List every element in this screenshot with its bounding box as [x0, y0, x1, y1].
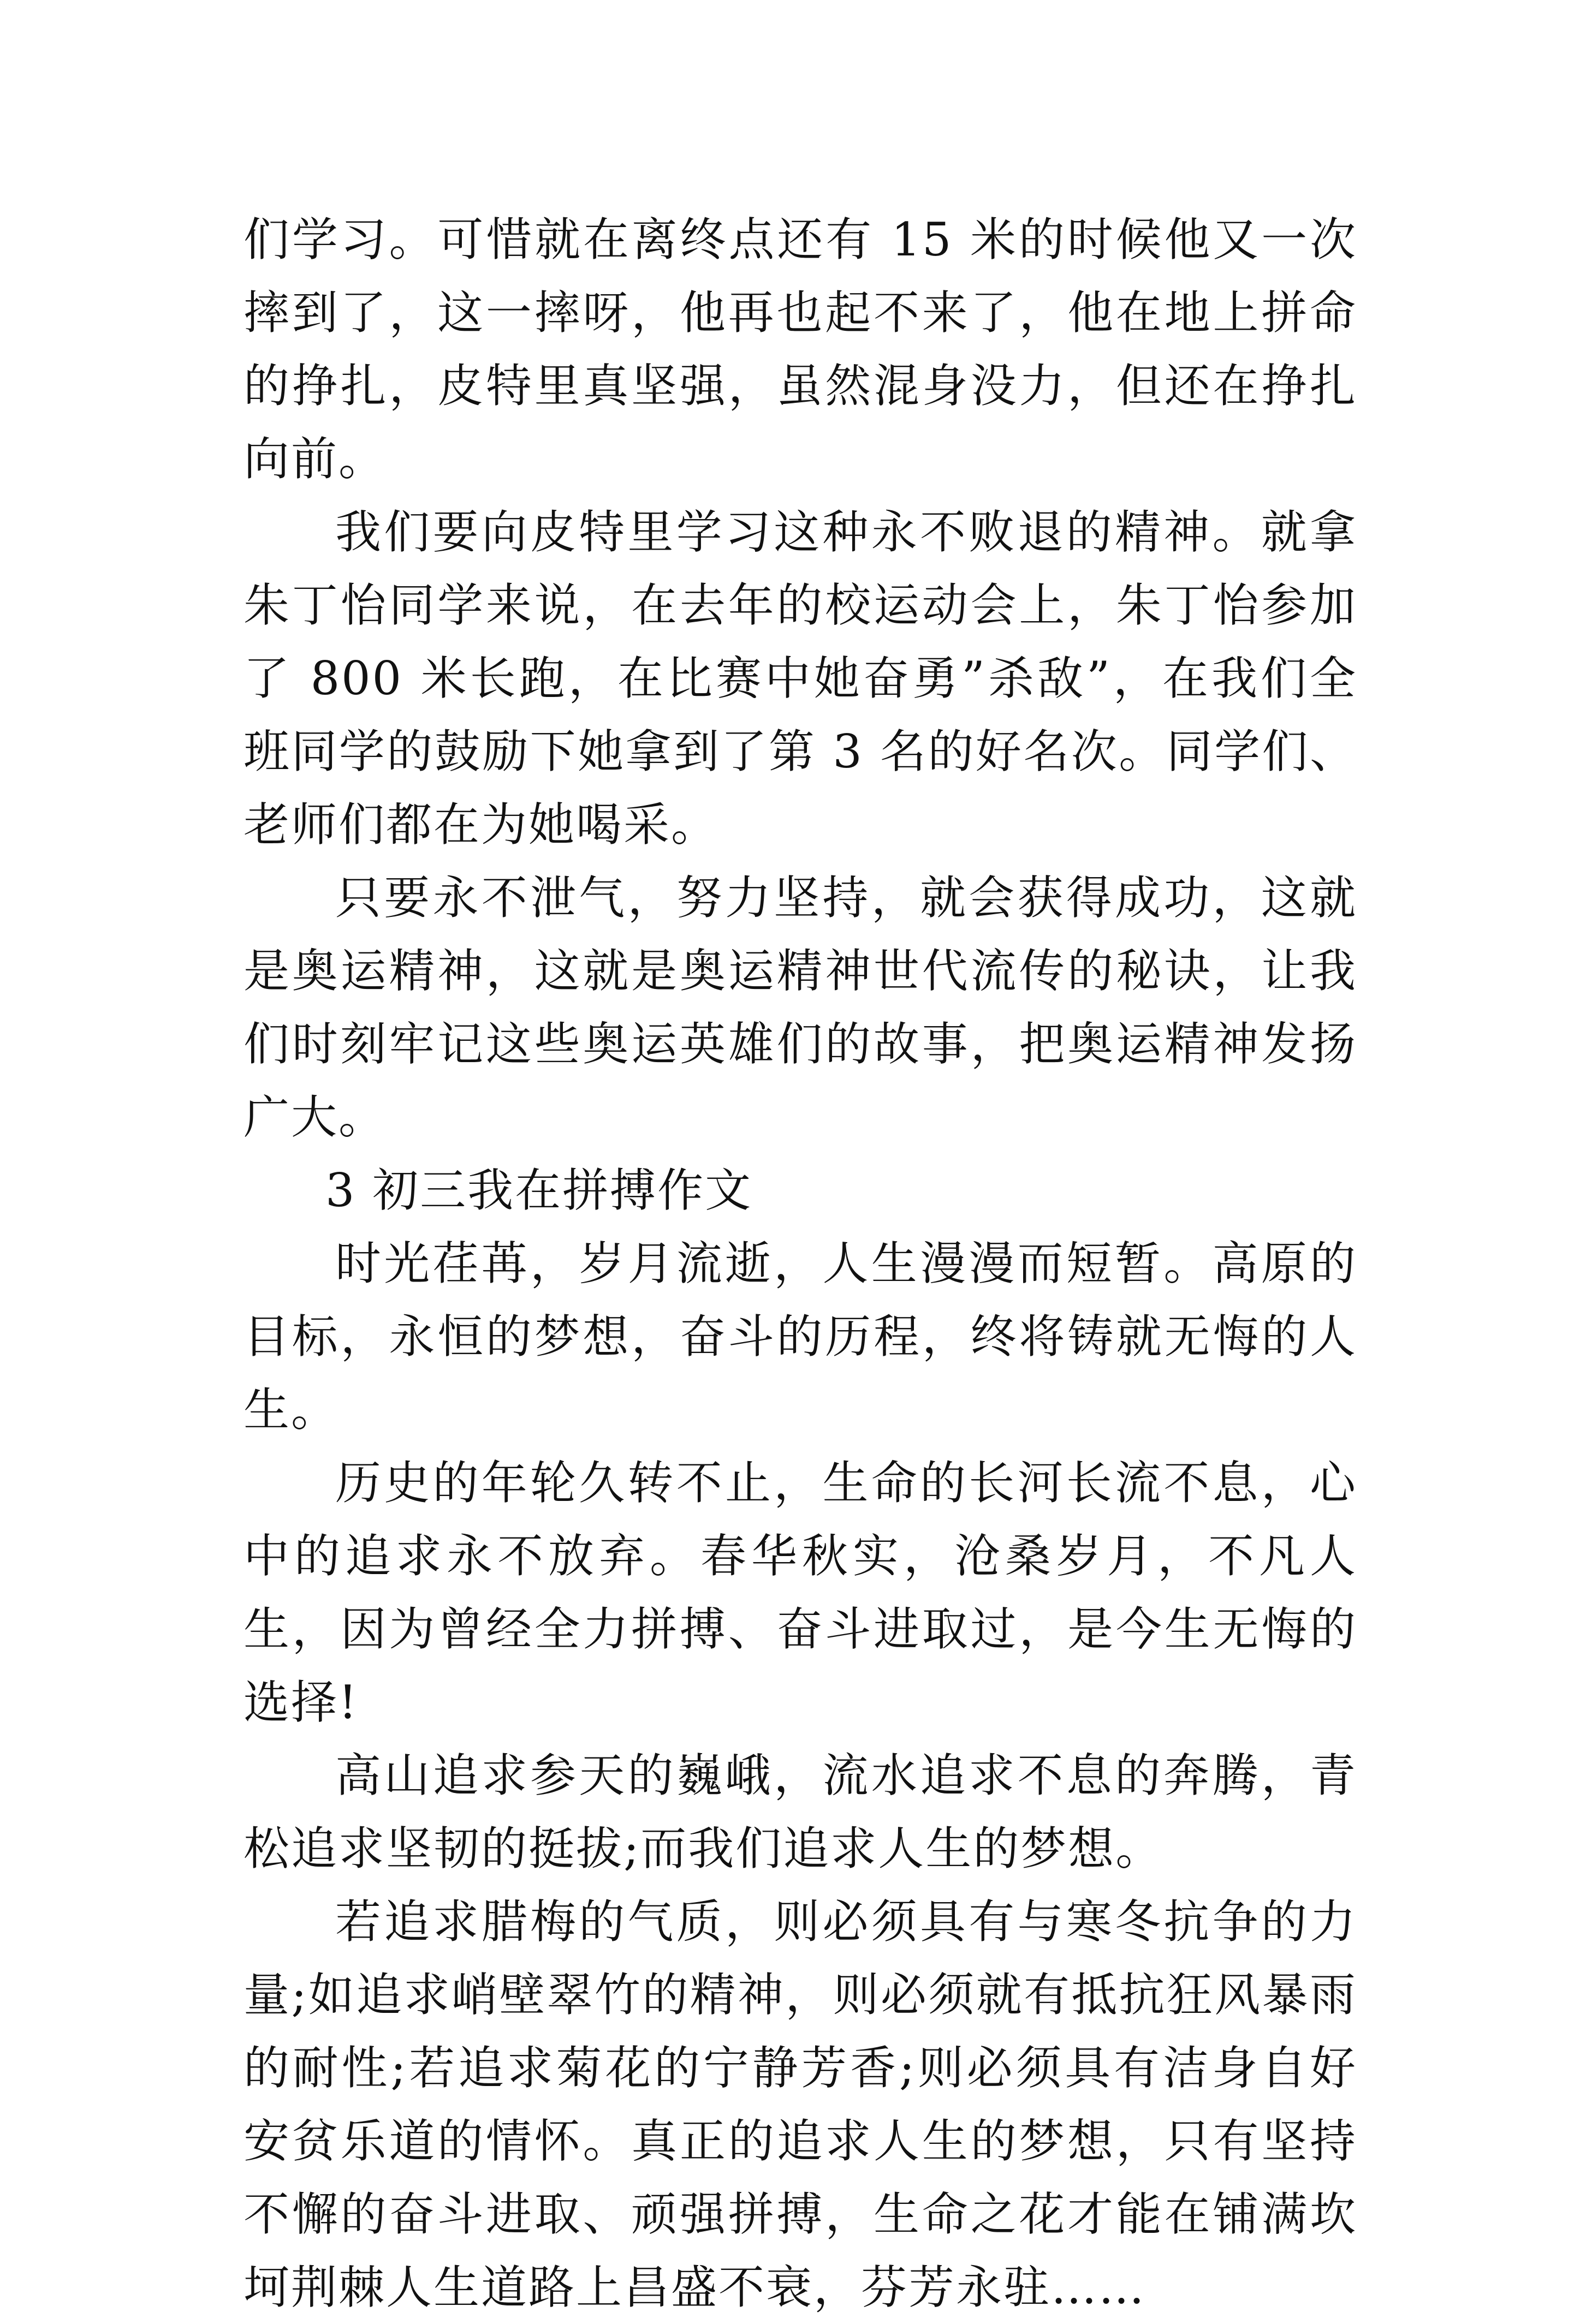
paragraph-pursuit: 若追求腊梅的气质，则必须具有与寒冬抗争的力量;如追求峭壁翠竹的精神，则必须就有抵抗狂风暴雨的耐性;若追求菊花的宁静芳香;则必须具有洁身自好安贫乐道的情怀。真正的追求人生的梦想，只有坚持不懈的奋斗进取、顽强拼搏，生命之花才能在铺满坎坷荆棘人生道路上昌盛不衰，芬芳永驻……	[243, 1895, 1357, 2314]
paragraph-olympic-spirit: 只要永不泄气，努力坚持，就会获得成功，这就是奥运精神，这就是奥运精神世代流传的秘诀，让我们时刻牢记这些奥运英雄们的故事，把奥运精神发扬广大。	[243, 871, 1357, 1144]
document-body	[243, 203, 1357, 2324]
paragraph-pitery-spirit: 我们要向皮特里学习这种永不败退的精神。就拿朱丁怡同学来说，在去年的校运动会上，朱丁怡参加了 800 米长跑，在比赛中她奋勇”杀敌”，在我们全班同学的鼓励下她拿到了第 3 名的好名次。同学们、老师们都在为她喝采。	[243, 505, 1357, 851]
essay-heading: 3 初三我在拼搏作文	[325, 1164, 753, 1217]
paragraph-time: 时光荏苒，岁月流逝，人生漫漫而短暂。高原的目标，永恒的梦想，奋斗的历程，终将铸就无悔的人生。	[243, 1237, 1357, 1437]
paragraph-mountains: 高山追求参天的巍峨，流水追求不息的奔腾，青松追求坚韧的挺拔;而我们追求人生的梦想。	[243, 1749, 1357, 1875]
paragraph-history: 历史的年轮久转不止，生命的长河长流不息，心中的追求永不放弃。春华秋实，沧桑岁月，不凡人生，因为曾经全力拼搏、奋斗进取过，是今生无悔的选择!	[243, 1456, 1357, 1729]
paragraph-continuation: 们学习。可惜就在离终点还有 15 米的时候他又一次摔到了，这一摔呀，他再也起不来了，他在地上拼命的挣扎，皮特里真坚强，虽然混身没力，但还在挣扎向前。	[243, 213, 1357, 486]
